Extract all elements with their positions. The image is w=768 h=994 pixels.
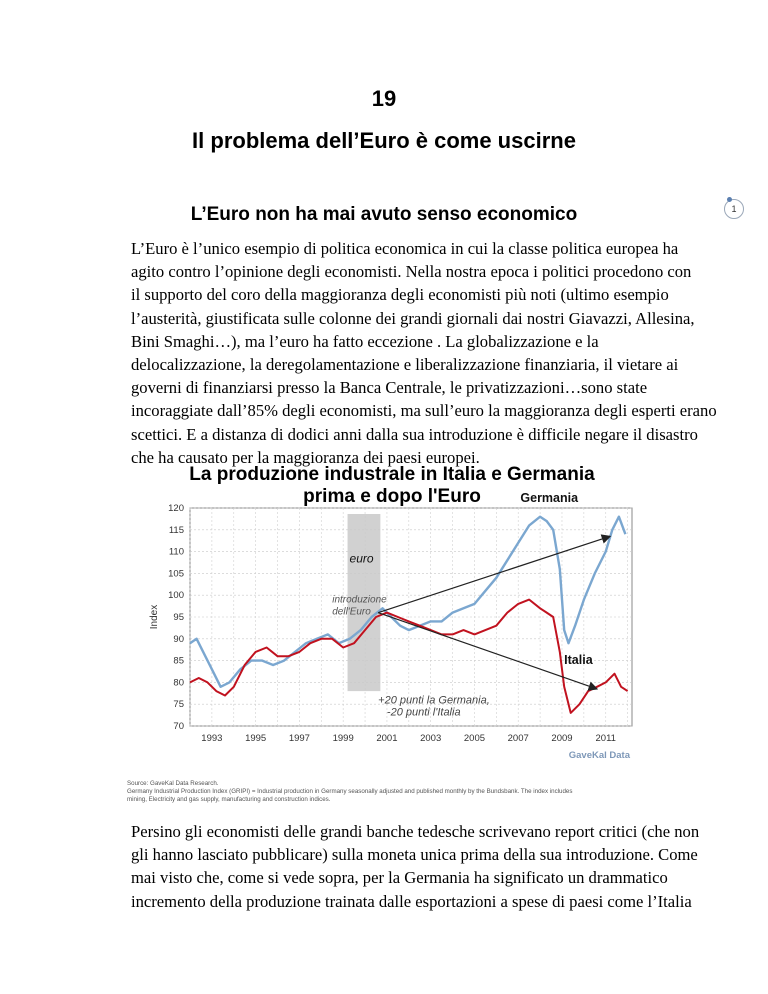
text-line: governi di finanziarsi presso la Banca Centrale, le privatizzazioni…sono state bbox=[131, 378, 648, 398]
y-tick-label: 115 bbox=[168, 524, 184, 536]
series-label-germania: Germania bbox=[520, 490, 579, 505]
text-line: agito contro l’opinione degli economisti. Nella nostra epoca i politici procedono con bbox=[131, 262, 692, 282]
euro-region-label: euro bbox=[349, 551, 374, 566]
x-tick-label: 2003 bbox=[420, 733, 442, 744]
chapter-number: 19 bbox=[371, 86, 397, 111]
x-tick-label: 2005 bbox=[463, 733, 486, 744]
chart-title-line-1: La produzione industrale in Italia e Germania bbox=[189, 464, 595, 485]
annotation-delta-line2: -20 punti l'Italia bbox=[386, 706, 461, 719]
text-line: Persino gli economisti delle grandi banche tedesche scrivevano report critici (che non bbox=[131, 822, 700, 841]
chart-watermark: GaveKal Data bbox=[568, 750, 630, 761]
y-tick-label: 70 bbox=[173, 721, 184, 732]
section-title: L’Euro non ha mai avuto senso economico bbox=[190, 204, 578, 225]
page-number-badge[interactable] bbox=[724, 199, 744, 219]
x-tick-label: 1993 bbox=[201, 733, 223, 744]
text-line: delocalizzazione, la deregolamentazione e liberalizzazione finanziaria, il vietare ai bbox=[131, 355, 679, 375]
x-tick-label: 2011 bbox=[595, 733, 616, 744]
production-chart bbox=[127, 462, 657, 808]
paragraph-intro bbox=[131, 237, 717, 469]
chart-source-note: mining, Electricity and gas supply, manufacturing and construction indices. bbox=[127, 796, 331, 803]
text-line: Bini Smaghi…), ma l’euro ha fatto eccezione . La globalizzazione e la bbox=[131, 331, 599, 351]
y-tick-label: 80 bbox=[173, 677, 184, 689]
text-line: che ha causato per la maggioranza dei paesi europei. bbox=[131, 447, 480, 467]
y-tick-label: 120 bbox=[168, 503, 184, 514]
y-tick-label: 85 bbox=[173, 655, 184, 667]
text-line: l’austerità, giustificata sulle colonne dei grandi giornali dai nostri Giavazzi, Allesina, bbox=[131, 308, 695, 328]
annotation-intro-line2: dell'Euro bbox=[332, 606, 371, 618]
chart-source-note: Germany Industrial Production Index (GRIPI) = Industrial production in Germany seasonally adjusted and published monthly by the Bundsbank. The index includes bbox=[127, 788, 573, 795]
paragraph-banks bbox=[131, 820, 700, 913]
y-tick-label: 90 bbox=[173, 633, 184, 645]
x-tick-label: 2007 bbox=[507, 733, 529, 744]
y-tick-label: 75 bbox=[173, 699, 184, 711]
x-tick-label: 1997 bbox=[288, 733, 310, 744]
text-line: scettici. E a distanza di dodici anni dalla sua introduzione è difficile negare il disastro bbox=[131, 424, 698, 444]
x-tick-label: 1999 bbox=[332, 733, 354, 744]
y-tick-label: 110 bbox=[168, 546, 184, 558]
chart-title-line-2: prima e dopo l'Euro bbox=[303, 486, 481, 507]
text-line: incremento della produzione trainata dalle esportazioni a spese di paesi come l’Italia bbox=[131, 891, 692, 911]
y-axis-label: Index bbox=[149, 604, 160, 630]
series-label-italia: Italia bbox=[564, 653, 593, 668]
text-line: il supporto del coro della maggioranza degli economisti più noti (ultimo esempio bbox=[131, 285, 669, 305]
y-tick-label: 95 bbox=[173, 612, 184, 623]
page-number: 1 bbox=[731, 204, 737, 214]
y-tick-label: 105 bbox=[168, 568, 184, 580]
x-tick-label: 2009 bbox=[551, 733, 573, 744]
chart-source: Source: GaveKal Data Research. bbox=[127, 780, 219, 787]
annotation-delta-line1: +20 punti la Germania, bbox=[378, 694, 490, 707]
y-tick-label: 100 bbox=[168, 590, 184, 602]
text-line: L’Euro è l’unico esempio di politica economica in cui la classe politica europea ha bbox=[131, 239, 679, 258]
text-line: mai visto che, come si vede sopra, per la Germania ha significato un drammatico bbox=[131, 868, 668, 888]
x-tick-label: 1995 bbox=[245, 733, 267, 744]
text-line: incoraggiate dall’85% degli economisti, ma sull’euro la maggioranza degli esperti erano bbox=[131, 401, 717, 421]
badge-dot-icon bbox=[727, 197, 732, 202]
production-chart-figure bbox=[127, 462, 657, 808]
annotation-intro-line1: introduzione bbox=[332, 594, 387, 606]
chapter-title: Il problema dell’Euro è come uscirne bbox=[192, 128, 576, 153]
x-tick-label: 2001 bbox=[376, 733, 398, 744]
text-line: gli hanno lasciato pubblicare) sulla moneta unica prima della sua introduzione. Come bbox=[131, 845, 698, 865]
